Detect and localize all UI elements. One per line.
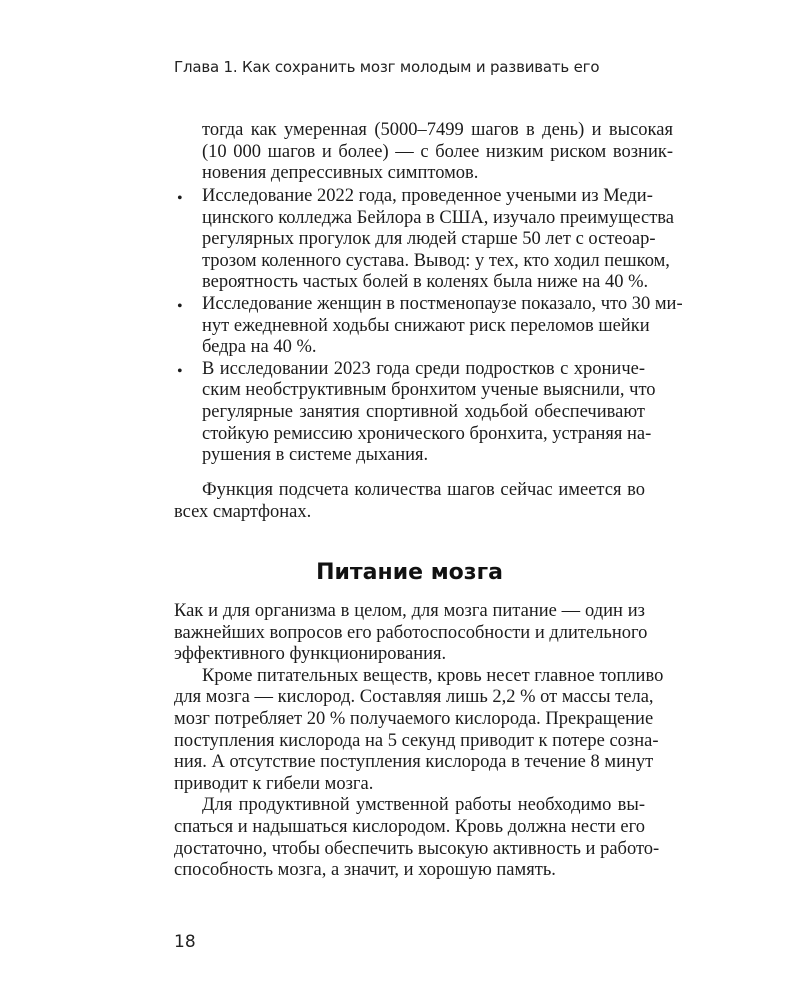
text-line: (10 000 шагов и более) — с более низким риском возник-: [202, 141, 673, 162]
text-line: новения депрессивных симптомов.: [202, 163, 479, 184]
text-line: Как и для организма в целом, для мозга питание — один из: [174, 601, 645, 621]
text-line: для мозга — кислород. Составляя лишь 2,2 % от массы тела,: [174, 687, 654, 708]
text-line: спаться и надышаться кислородом. Кровь должна нести его: [174, 816, 645, 837]
bullet-item: [174, 293, 683, 359]
text-line: Исследование женщин в постменопаузе показало, что 30 ми-: [202, 293, 683, 314]
paragraph: [174, 665, 664, 796]
text-line: Для продуктивной умственной работы необходимо вы-: [202, 795, 645, 816]
text-line: достаточно, чтобы обеспечить высокую активность и работо-: [174, 838, 660, 859]
text-line: регулярных прогулок для людей старше 50 лет с остеоар-: [202, 229, 656, 250]
section-heading: Питание мозга: [316, 560, 503, 585]
page-number: 18: [174, 932, 196, 952]
text-line: бедра на 40 %.: [202, 337, 317, 358]
text-line: рушения в системе дыхания.: [202, 445, 429, 466]
text-line: эффективного функционирования.: [174, 644, 447, 665]
text-line: важнейших вопросов его работоспособности и длительного: [174, 622, 648, 643]
text-line: способность мозга, а значит, и хорошую память.: [174, 860, 556, 881]
text-line: нут ежедневной ходьбы снижают риск переломов шейки: [202, 315, 650, 336]
text-line: трозом коленного сустава. Вывод: у тех, кто ходил пешком,: [202, 250, 670, 271]
after-list-paragraph: [174, 480, 645, 523]
paragraph: [174, 601, 648, 666]
bullet-item: [174, 358, 656, 467]
text-line: цинского колледжа Бейлора в США, изучало преимущества: [202, 207, 674, 228]
text-line: поступления кислорода на 5 секунд приводит к потере созна-: [174, 730, 659, 751]
bullet-marker: •: [177, 297, 183, 315]
text-line: тогда как умеренная (5000–7499 шагов в день) и высокая: [202, 120, 673, 140]
text-line: вероятность частых болей в коленях была ниже на 40 %.: [202, 272, 649, 293]
text-line: приводит к гибели мозга.: [174, 773, 374, 794]
text-line: ским необструктивным бронхитом ученые выяснили, что: [202, 380, 656, 401]
text-line: ния. А отсутствие поступления кислорода в течение 8 минут: [174, 752, 654, 773]
text-line: Кроме питательных веществ, кровь несет главное топливо: [202, 665, 664, 686]
bullet-list: [174, 186, 683, 467]
text-line: В исследовании 2023 года среди подростков с хрониче-: [202, 358, 645, 379]
text-line: регулярные занятия спортивной ходьбой обеспечивают: [202, 401, 645, 422]
running-head: Глава 1. Как сохранить мозг молодым и развивать его: [174, 58, 600, 76]
paragraph: [174, 795, 660, 881]
text-line: Исследование 2022 года, проведенное учеными из Меди-: [202, 186, 653, 206]
bullet-marker: •: [177, 362, 183, 380]
text-line: мозг потребляет 20 % получаемого кислорода. Прекращение: [174, 708, 654, 729]
text-line: Функция подсчета количества шагов сейчас имеется во: [202, 480, 645, 500]
text-line: всех смартфонах.: [174, 501, 312, 522]
bullet-marker: •: [177, 190, 183, 207]
text-line: стойкую ремиссию хронического бронхита, устраняя на-: [202, 423, 652, 444]
section-body: [174, 601, 664, 882]
continuation-paragraph: [174, 120, 673, 185]
bullet-item: [174, 186, 674, 294]
